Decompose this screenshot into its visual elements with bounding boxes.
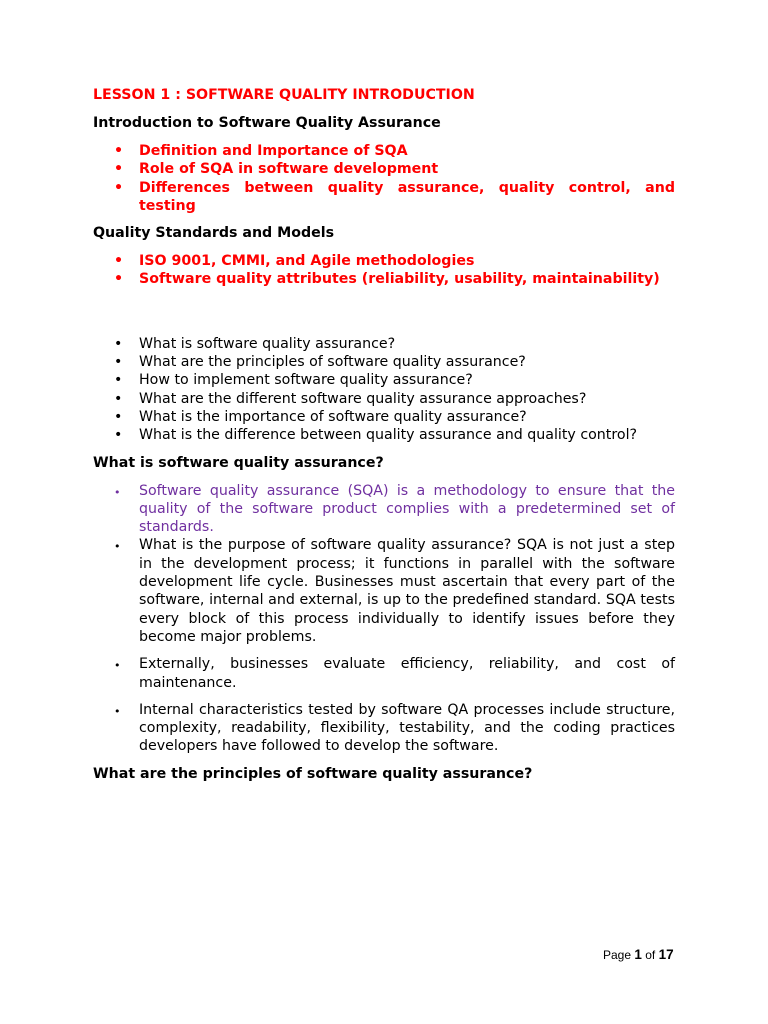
bullet-icon: •: [114, 253, 124, 270]
bullet-icon: •: [114, 704, 121, 718]
list-item: • Internal characteristics tested by software QA processes include structure, complexity, readability, flexibility, testability, and the coding practices developers have followed to develop the software.: [114, 701, 675, 755]
bullet-icon: •: [114, 335, 123, 352]
of-label: of: [645, 948, 656, 962]
bullet-icon: •: [114, 540, 121, 554]
standards-topic-list: [93, 252, 675, 289]
bullet-icon: •: [114, 354, 123, 371]
list-item: • Software quality attributes (reliability, usability, maintainability): [114, 271, 660, 288]
bullet-icon: •: [114, 485, 121, 499]
bullet-icon: •: [114, 659, 121, 673]
list-item: • How to implement software quality assurance?: [114, 372, 473, 389]
list-item: • Definition and Importance of SQA: [114, 143, 408, 159]
list-item: • Differences between quality assurance, quality control, and testing: [114, 179, 675, 214]
bullet-icon: •: [114, 390, 123, 407]
bullet-icon: •: [114, 179, 124, 196]
page-number: 1: [634, 947, 642, 962]
list-item: • What are the different software quality assurance approaches?: [114, 390, 587, 407]
list-item: • What is the purpose of software quality assurance? SQA is not just a step in the development process; it functions in parallel with the software development life cycle. Businesses must ascertain that every part of the software, internal and external, is up to the predefined standard. SQA tests every block of this process individually to identify issues before they become major problems.: [114, 537, 675, 645]
list-item: • What is software quality assurance?: [114, 335, 396, 352]
question-list: [93, 335, 675, 445]
list-item: • Role of SQA in software development: [114, 161, 439, 178]
bullet-icon: •: [114, 372, 123, 389]
list-item: • Externally, businesses evaluate efficiency, reliability, and cost of maintenance.: [114, 656, 675, 691]
section-heading-principles: What are the principles of software quality assurance?: [93, 765, 533, 782]
intro-topic-list: [93, 142, 675, 215]
lesson-title: LESSON 1 : SOFTWARE QUALITY INTRODUCTION: [93, 87, 475, 103]
bullet-icon: •: [114, 271, 124, 288]
sqa-explanation-list: [93, 482, 675, 756]
list-item: • What is the importance of software quality assurance?: [114, 408, 527, 425]
bullet-icon: •: [114, 143, 124, 159]
bullet-icon: •: [114, 427, 123, 444]
document-page: [93, 86, 675, 793]
list-item: • What is the difference between quality assurance and quality control?: [114, 427, 638, 444]
page-footer: [603, 946, 674, 964]
list-item: • Software quality assurance (SQA) is a methodology to ensure that the quality of the software product complies with a predetermined set of standards.: [114, 482, 675, 536]
page-label: Page: [603, 948, 632, 962]
bullet-icon: •: [114, 408, 123, 425]
bullet-icon: •: [114, 161, 124, 178]
section-heading-intro: Introduction to Software Quality Assurance: [93, 115, 441, 131]
section-heading-what-is-sqa: What is software quality assurance?: [93, 454, 384, 471]
list-item: • What are the principles of software quality assurance?: [114, 354, 526, 371]
list-item: • ISO 9001, CMMI, and Agile methodologies: [114, 253, 475, 270]
section-heading-standards: Quality Standards and Models: [93, 225, 335, 242]
total-pages: 17: [658, 947, 674, 962]
